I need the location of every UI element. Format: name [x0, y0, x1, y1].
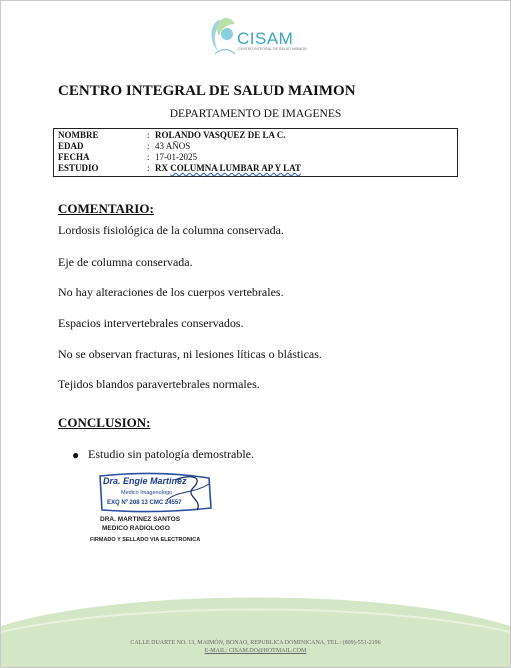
nombre-label: NOMBRE — [58, 130, 99, 140]
document-title: CENTRO INTEGRAL DE SALUD MAIMON — [58, 83, 356, 99]
fecha-label: FECHA — [58, 152, 90, 162]
comentario-line: Tejidos blandos paravertebrales normales. — [58, 377, 260, 391]
department-name: DEPARTAMENTO DE IMAGENES — [169, 108, 342, 120]
estudio-value — [155, 163, 301, 174]
footer-address: CALLE DUARTE NO. 13, MAIMÓN, BONAO, REPUBLICA DOMINICANA, TEL.: (809)-551-2196 — [130, 640, 381, 646]
fecha-value: 17-01-2025 — [155, 152, 197, 162]
footer-email[interactable]: E-MAIL: CISAM.DO@HOTMAIL.COM — [204, 648, 307, 654]
signature-note: FIRMADO Y SELLADO VIA ELECTRONICA — [90, 537, 201, 543]
estudio-separator: : — [147, 163, 150, 173]
comentario-heading: COMENTARIO: — [58, 201, 154, 216]
stamp-exequatur: EXQ Nº 208 13 CMC 24557 — [107, 500, 182, 506]
nombre-separator: : — [147, 130, 150, 140]
patient-info-box — [53, 128, 458, 177]
nombre-value: ROLANDO VASQUEZ DE LA C. — [155, 130, 286, 140]
comentario-line: No hay alteraciones de los cuerpos vertebrales. — [58, 285, 284, 299]
stamp-role: Medico Imagenologo — [121, 490, 173, 496]
edad-separator: : — [147, 141, 150, 151]
signature-title: MEDICO RADIOLOGO — [102, 525, 170, 532]
comentario-line: Eje de columna conservada. — [58, 255, 193, 269]
bullet-icon: ● — [72, 448, 80, 462]
conclusion-heading: CONCLUSION: — [58, 415, 151, 430]
estudio-prefix: RX — [155, 163, 168, 173]
fecha-separator: : — [147, 152, 150, 162]
conclusion-item: Estudio sin patología demostrable. — [88, 447, 254, 461]
stamp-name: Dra. Engie Martinez — [103, 476, 187, 486]
signature-doctor: DRA. MARTINEZ SANTOS — [100, 516, 181, 523]
edad-value: 43 AÑOS — [155, 141, 191, 151]
comentario-line: Lordosis fisiológica de la columna conservada. — [58, 223, 284, 237]
estudio-description: COLUMNA LUMBAR AP Y LAT — [170, 163, 301, 173]
estudio-label: ESTUDIO — [58, 163, 99, 173]
logo-subtitle: CENTRO INTEGRAL DE SALUD MAIMON — [238, 47, 307, 51]
footer-wave-band — [1, 596, 510, 667]
doctor-stamp — [97, 470, 215, 514]
logo-wordmark: CISAM — [237, 29, 294, 48]
edad-label: EDAD — [58, 141, 84, 151]
cisam-logo — [205, 14, 325, 58]
comentario-line: Espacios intervertebrales conservados. — [58, 316, 244, 330]
comentario-line: No se observan fracturas, ni lesiones líticas o blásticas. — [58, 347, 322, 361]
